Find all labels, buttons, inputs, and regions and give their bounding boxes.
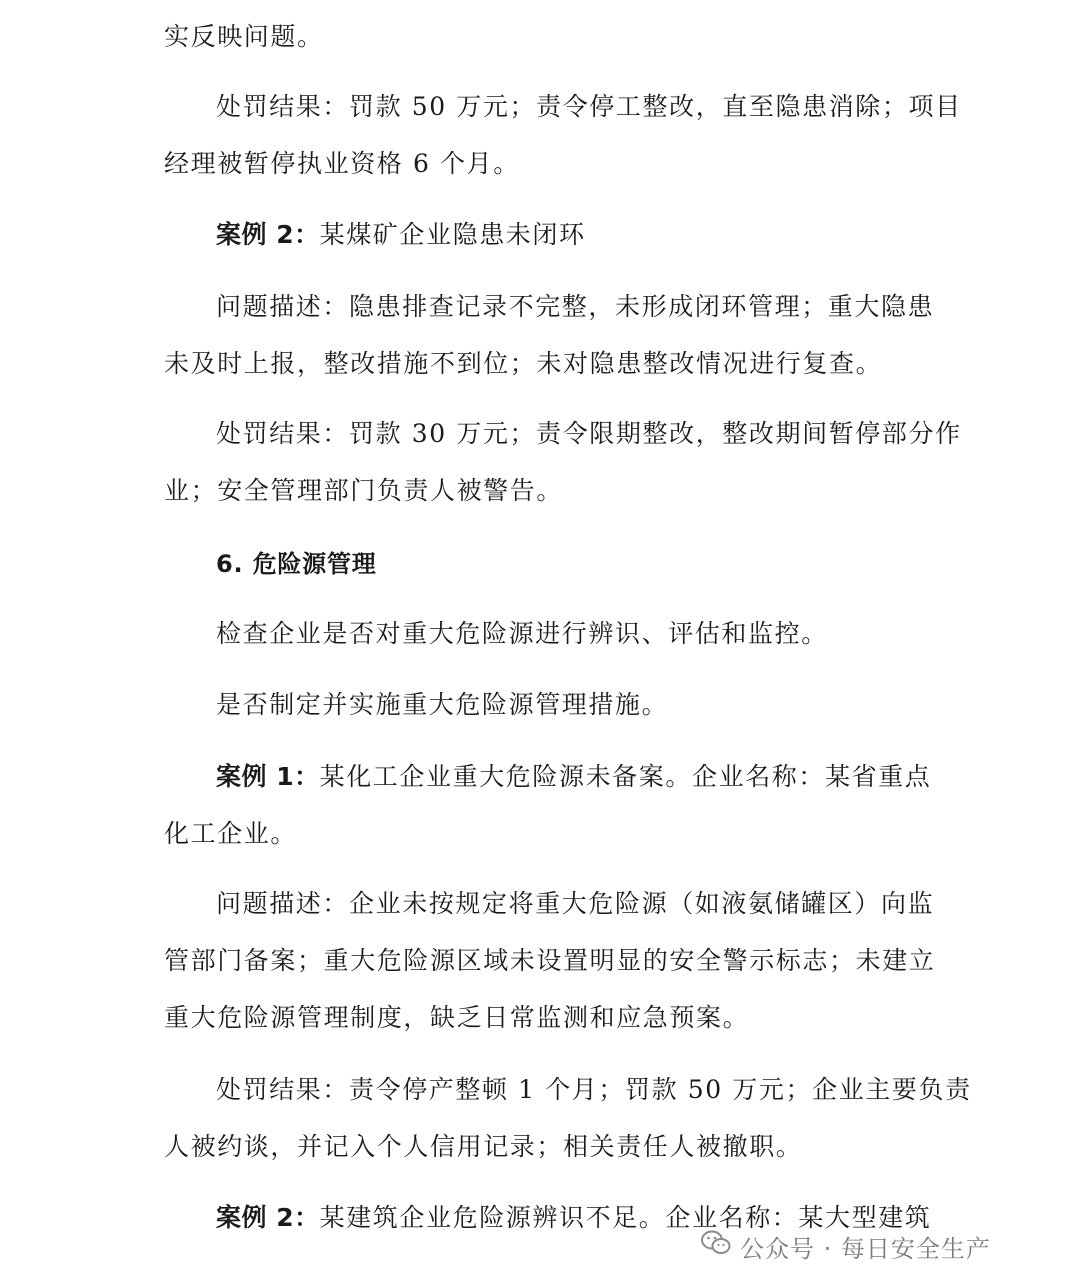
text-line: 经理被暂停执业资格 6 个月。 <box>164 149 520 178</box>
text-line: 实反映问题。 <box>164 22 324 51</box>
text-line: 人被约谈，并记入个人信用记录；相关责任人被撤职。 <box>164 1132 803 1161</box>
text-line: 重大危险源管理制度，缺乏日常监测和应急预案。 <box>164 1003 750 1032</box>
case-title <box>216 218 586 252</box>
case-label: 案例 2： <box>216 220 320 249</box>
text-line: 是否制定并实施重大危险源管理措施。 <box>216 690 669 719</box>
case-label: 案例 1： <box>216 762 320 791</box>
case-text: 某煤矿企业隐患未闭环 <box>319 220 586 249</box>
penalty-result-line: 处罚结果：罚款 30 万元；责令限期整改，整改期间暂停部分作 <box>216 419 962 448</box>
case-title <box>216 760 931 794</box>
problem-description-line: 问题描述：隐患排查记录不完整，未形成闭环管理；重大隐患 <box>216 292 935 321</box>
text-line: 管部门备案；重大危险源区域未设置明显的安全警示标志；未建立 <box>164 946 936 975</box>
text-line: 业；安全管理部门负责人被警告。 <box>164 476 564 505</box>
text-line: 未及时上报，整改措施不到位；未对隐患整改情况进行复查。 <box>164 349 883 378</box>
case-text: 某化工企业重大危险源未备案。企业名称：某省重点 <box>319 762 932 791</box>
wechat-icon <box>700 1229 732 1263</box>
wechat-watermark <box>700 1228 991 1264</box>
case-text: 某建筑企业危险源辨识不足。企业名称：某大型建筑 <box>319 1203 932 1232</box>
problem-description-line: 问题描述：企业未按规定将重大危险源（如液氨储罐区）向监 <box>216 889 935 918</box>
case-label: 案例 2： <box>216 1203 320 1232</box>
penalty-result-line: 处罚结果：罚款 50 万元；责令停工整改，直至隐患消除；项目 <box>216 92 962 121</box>
section-heading: 6. 危险源管理 <box>216 550 377 578</box>
text-line: 检查企业是否对重大危险源进行辨识、评估和监控。 <box>216 619 828 648</box>
watermark-text: 公众号 · 每日安全生产 <box>740 1234 991 1263</box>
text-line: 化工企业。 <box>164 819 298 848</box>
penalty-result-line: 处罚结果：责令停产整顿 1 个月；罚款 50 万元；企业主要负责 <box>216 1075 972 1104</box>
